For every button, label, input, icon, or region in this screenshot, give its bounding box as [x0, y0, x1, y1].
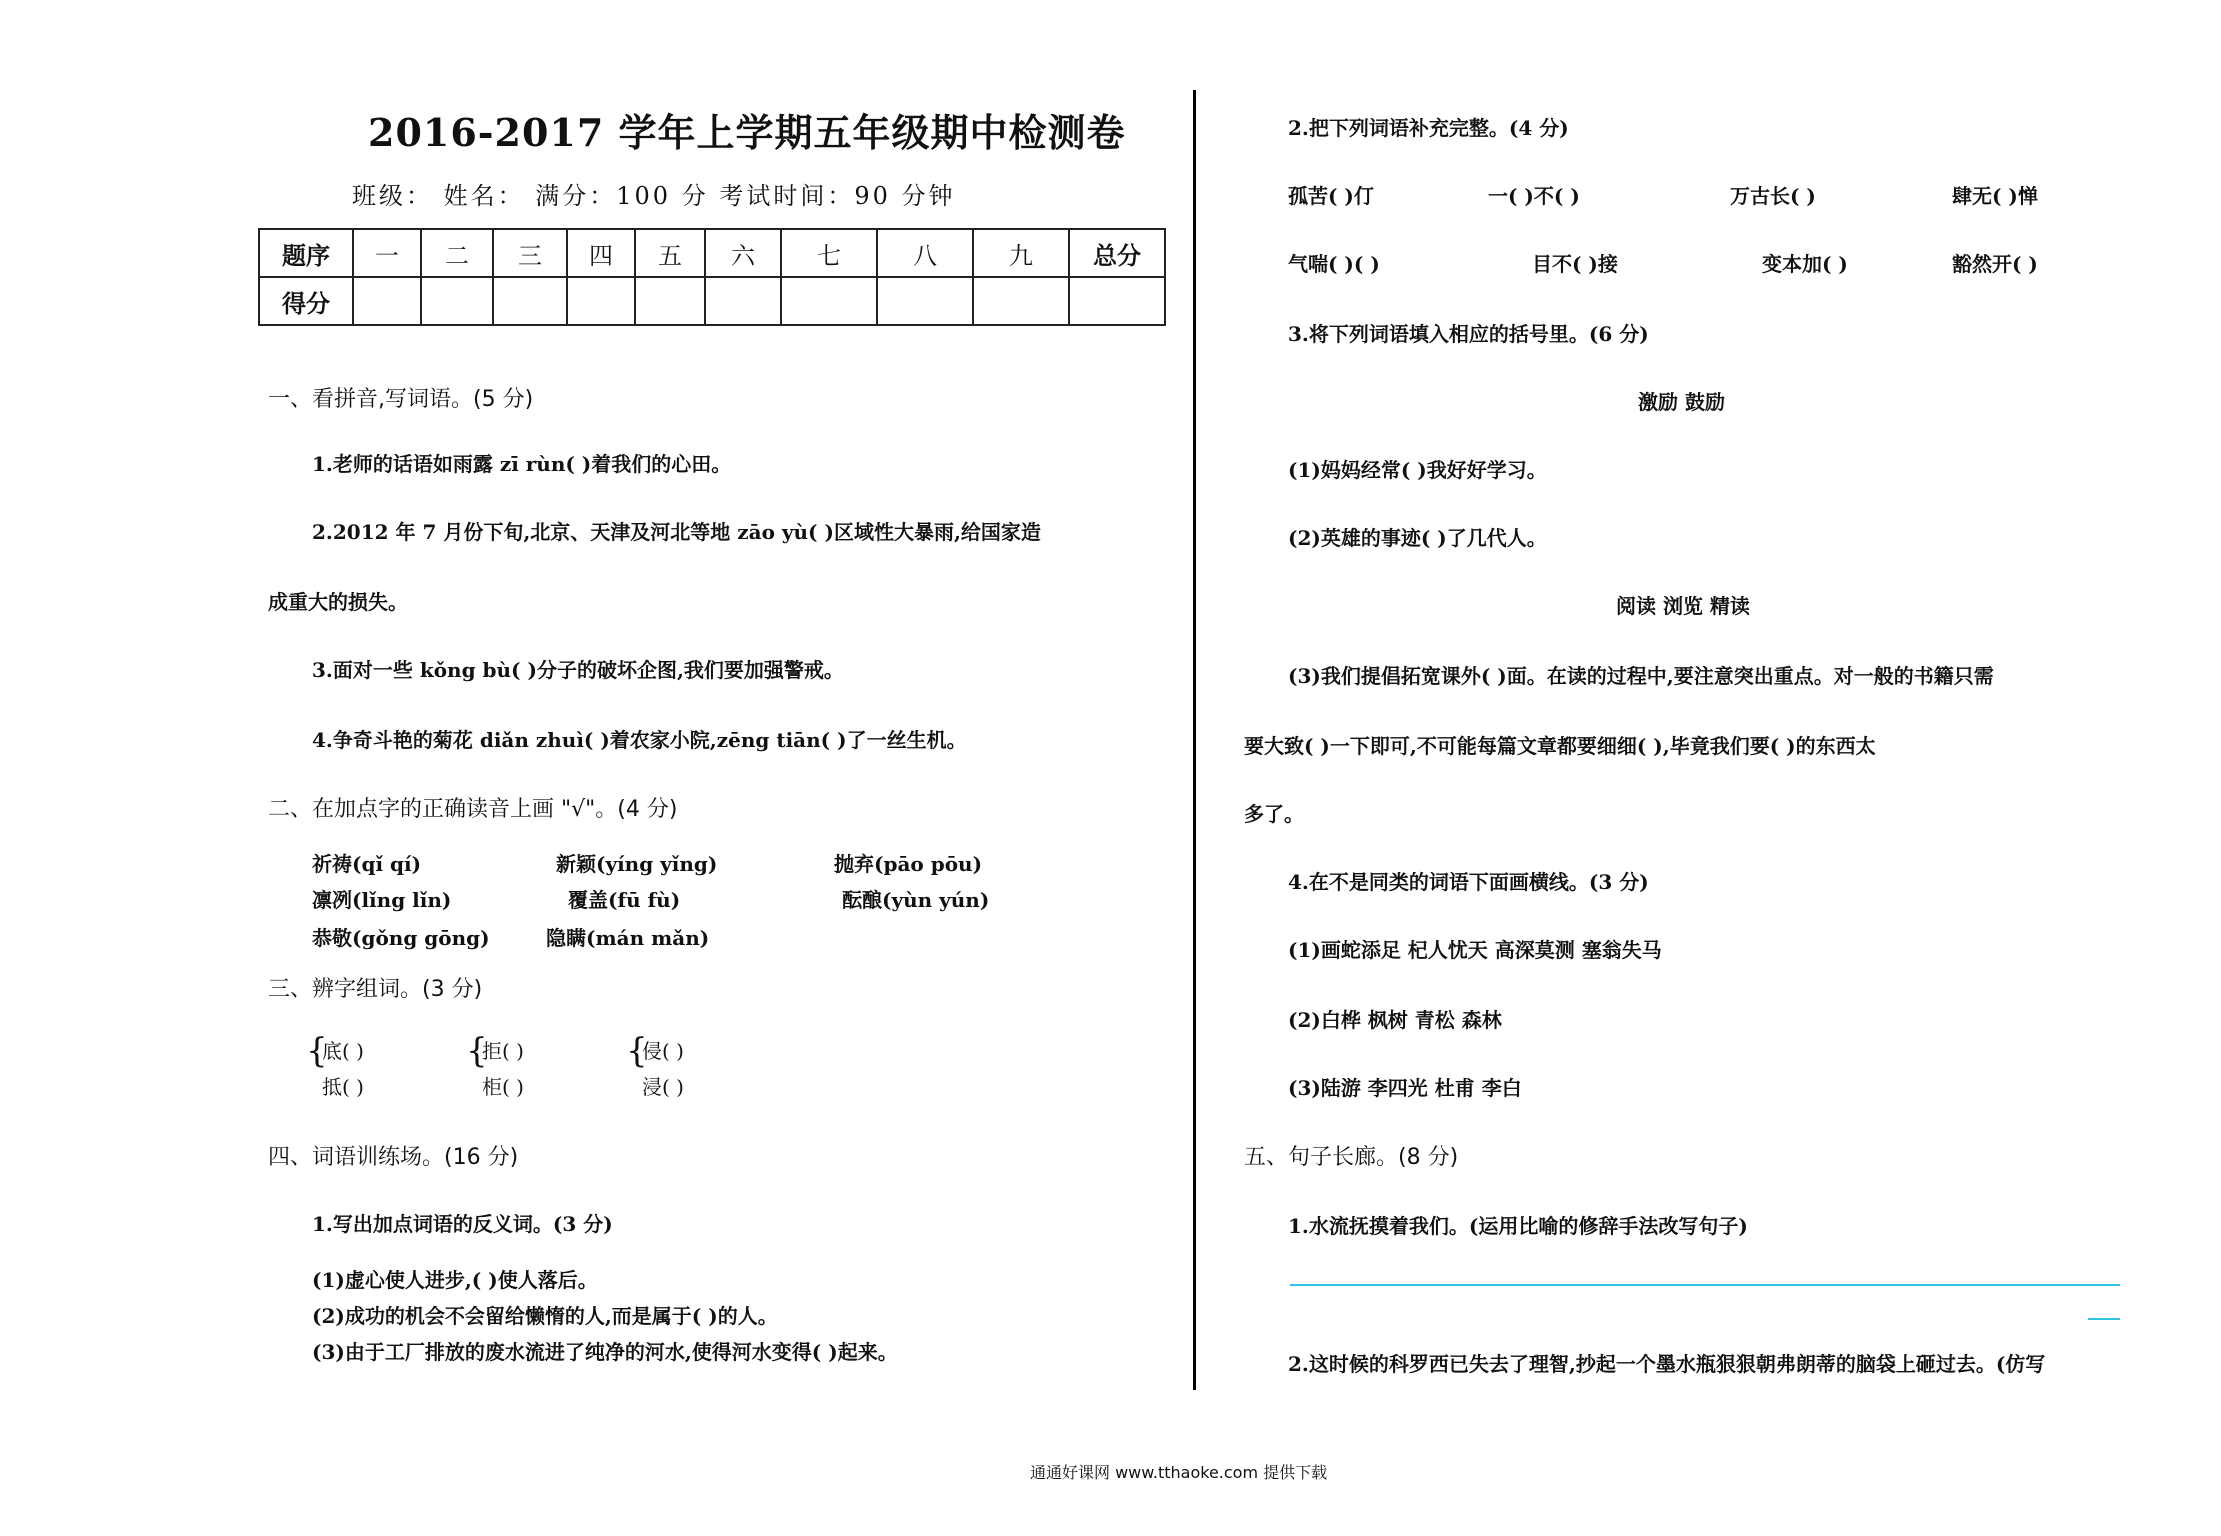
score-input-cell[interactable]	[973, 277, 1069, 325]
word-bank-2: 阅读 浏览 精读	[1616, 594, 1750, 618]
pinyin-item: 凛冽(lǐng lǐn)	[312, 888, 452, 912]
s5-question-1: 1.水流抚摸着我们。(运用比喻的修辞手法改写句子)	[1288, 1214, 1748, 1238]
section-2-heading: 二、在加点字的正确读音上画 "√"。(4 分)	[268, 797, 678, 822]
pinyin-item: 抛弃(pāo pōu)	[834, 852, 983, 876]
r-q3-item-2: (2)英雄的事迹( )了几代人。	[1288, 526, 1547, 550]
r-question-3: 3.将下列词语填入相应的括号里。(6 分)	[1288, 322, 1649, 346]
r-question-4: 4.在不是同类的词语下面画横线。(3 分)	[1288, 870, 1649, 894]
char-pair-top: 侵( )	[642, 1039, 684, 1063]
s1-question-2-line-1: 2.2012 年 7 月份下旬,北京、天津及河北等地 zāo yù( )区域性大暴雨,给国家造	[312, 520, 1041, 544]
char-pair-bottom: 柜( )	[482, 1075, 524, 1099]
score-input-cell[interactable]	[705, 277, 781, 325]
r-q3-item-3-line-2: 要大致( )一下即可,不可能每篇文章都要细细( ),毕竟我们要( )的东西太	[1244, 734, 1876, 758]
r-question-2: 2.把下列词语补充完整。(4 分)	[1288, 116, 1569, 140]
table-cell: 八	[877, 229, 973, 277]
table-cell: 一	[353, 229, 421, 277]
section-5-heading: 五、句子长廊。(8 分)	[1244, 1145, 1459, 1170]
fill-word: 肆无( )惮	[1952, 184, 2038, 208]
score-input-cell[interactable]	[421, 277, 493, 325]
answer-line-end	[2088, 1318, 2120, 1320]
s4-q1-item-1: (1)虚心使人进步,( )使人落后。	[312, 1268, 598, 1292]
score-input-cell[interactable]	[353, 277, 421, 325]
section-4-heading: 四、词语训练场。(16 分)	[268, 1145, 519, 1170]
table-cell: 二	[421, 229, 493, 277]
score-input-cell[interactable]	[781, 277, 877, 325]
brace-icon: {	[466, 1031, 488, 1071]
r-q3-item-3-line-1: (3)我们提倡拓宽课外( )面。在读的过程中,要注意突出重点。对一般的书籍只需	[1288, 664, 1994, 688]
brace-icon: {	[306, 1031, 328, 1071]
fill-word: 一( )不( )	[1488, 184, 1580, 208]
exam-info: 班级： 姓名： 满分：100 分 考试时间：90 分钟	[352, 182, 956, 210]
fill-word: 万古长( )	[1730, 184, 1816, 208]
footer-credit: 通通好课网 www.tthaoke.com 提供下载	[1030, 1463, 1328, 1482]
score-input-cell[interactable]	[877, 277, 973, 325]
fill-word: 豁然开( )	[1952, 252, 2038, 276]
table-cell: 三	[493, 229, 567, 277]
pinyin-item: 恭敬(gǒng gōng)	[312, 926, 490, 950]
s1-question-4: 4.争奇斗艳的菊花 diǎn zhuì( )着农家小院,zēng tiān( )了一丝生机。	[312, 728, 967, 752]
score-input-cell[interactable]	[567, 277, 635, 325]
r-q4-item-3: (3)陆游 李四光 杜甫 李白	[1288, 1076, 1522, 1100]
r-q4-item-1: (1)画蛇添足 杞人忧天 高深莫测 塞翁失马	[1288, 938, 1662, 962]
char-pair-bottom: 抵( )	[322, 1075, 364, 1099]
table-cell: 总分	[1069, 229, 1165, 277]
table-cell: 题序	[259, 229, 353, 277]
fill-word: 孤苦( )仃	[1288, 184, 1374, 208]
s1-question-2-line-2: 成重大的损失。	[268, 590, 408, 614]
s4-question-1: 1.写出加点词语的反义词。(3 分)	[312, 1212, 613, 1236]
char-pair-bottom: 浸( )	[642, 1075, 684, 1099]
r-q3-item-1: (1)妈妈经常( )我好好学习。	[1288, 458, 1547, 482]
section-1-heading: 一、看拼音,写词语。(5 分)	[268, 387, 534, 412]
char-pair-top: 底( )	[322, 1039, 364, 1063]
s4-q1-item-2: (2)成功的机会不会留给懒惰的人,而是属于( )的人。	[312, 1304, 778, 1328]
section-3-heading: 三、辨字组词。(3 分)	[268, 977, 483, 1002]
score-table-score-row	[259, 277, 1165, 325]
column-divider	[1193, 90, 1196, 1390]
brace-icon: {	[626, 1031, 648, 1071]
s4-q1-item-3: (3)由于工厂排放的废水流进了纯净的河水,使得河水变得( )起来。	[312, 1340, 898, 1364]
pinyin-item: 覆盖(fū fù)	[568, 888, 681, 912]
r-q4-item-2: (2)白桦 枫树 青松 森林	[1288, 1008, 1502, 1032]
char-pair-top: 拒( )	[482, 1039, 524, 1063]
score-table-header-row	[259, 229, 1165, 277]
word-bank-1: 激励 鼓励	[1638, 390, 1725, 414]
table-cell: 四	[567, 229, 635, 277]
s5-question-2: 2.这时候的科罗西已失去了理智,抄起一个墨水瓶狠狠朝弗朗蒂的脑袋上砸过去。(仿写	[1288, 1352, 2046, 1376]
table-cell: 得分	[259, 277, 353, 325]
table-cell: 六	[705, 229, 781, 277]
table-cell: 五	[635, 229, 705, 277]
page-title: 2016-2017 学年上学期五年级期中检测卷	[368, 110, 1126, 155]
score-input-cell[interactable]	[493, 277, 567, 325]
s1-question-1: 1.老师的话语如雨露 zī rùn( )着我们的心田。	[312, 452, 732, 476]
pinyin-item: 酝酿(yùn yún)	[842, 888, 990, 912]
pinyin-item: 祈祷(qǐ qí)	[312, 852, 422, 876]
score-input-cell[interactable]	[1069, 277, 1165, 325]
score-input-cell[interactable]	[635, 277, 705, 325]
answer-line[interactable]	[1290, 1284, 2120, 1286]
fill-word: 目不( )接	[1532, 252, 1618, 276]
pinyin-item: 隐瞒(mán mǎn)	[546, 926, 710, 950]
table-cell: 七	[781, 229, 877, 277]
s1-question-3: 3.面对一些 kǒng bù( )分子的破坏企图,我们要加强警戒。	[312, 658, 844, 682]
table-cell: 九	[973, 229, 1069, 277]
fill-word: 气喘( )( )	[1288, 252, 1380, 276]
r-q3-item-3-line-3: 多了。	[1244, 802, 1304, 826]
pinyin-item: 新颖(yíng yǐng)	[556, 852, 718, 876]
score-table	[258, 228, 1166, 326]
fill-word: 变本加( )	[1762, 252, 1848, 276]
